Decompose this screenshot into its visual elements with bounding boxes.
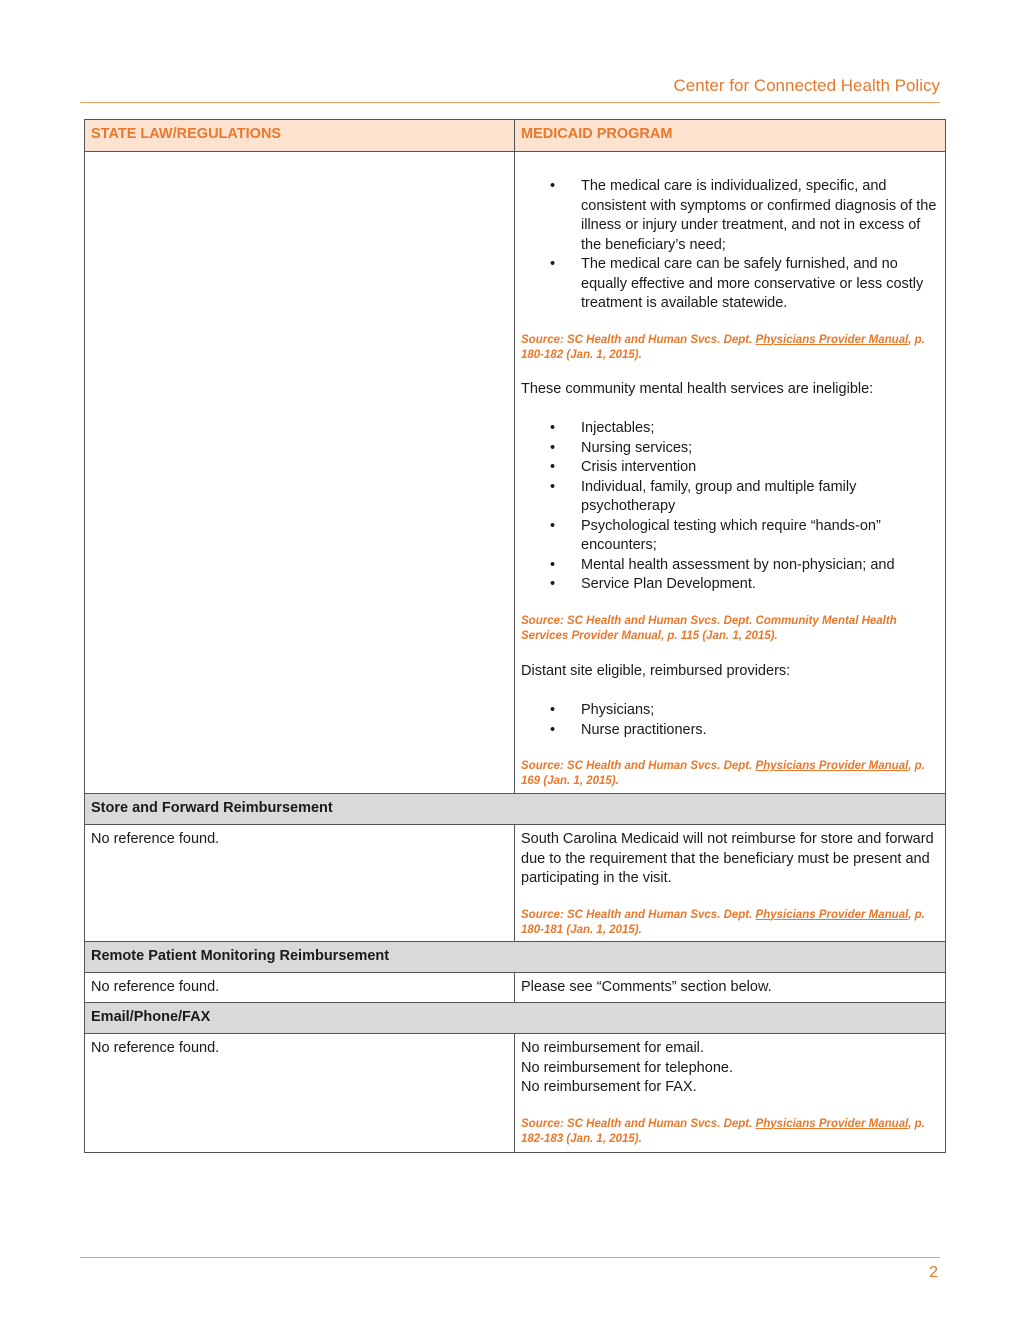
column-header-state-law: STATE LAW/REGULATIONS xyxy=(85,120,515,152)
section-row-store-forward xyxy=(85,794,946,825)
list-item: • Service Plan Development. xyxy=(581,575,939,595)
list-item: • Individual, family, group and multiple family psychotherapy xyxy=(581,478,939,517)
eligible-providers-intro: Distant site eligible, reimbursed providers: xyxy=(521,662,791,679)
medicaid-text: South Carolina Medicaid will not reimburse for store and forward due to the requirement that the beneficiary must be present and participating in the visit. xyxy=(521,831,934,886)
medicaid-cell xyxy=(515,1034,946,1153)
medicaid-cell: Please see “Comments” section below. xyxy=(515,972,946,1003)
page-number: 2 xyxy=(929,1264,938,1281)
state-law-cell: No reference found. xyxy=(85,1034,515,1153)
medicaid-line: No reimbursement for FAX. xyxy=(521,1079,697,1095)
email-row xyxy=(85,1034,946,1153)
medicaid-line: No reimbursement for email. xyxy=(521,1040,704,1056)
rpm-row xyxy=(85,972,946,1003)
footer-divider xyxy=(80,1257,940,1258)
column-header-medicaid: MEDICAID PROGRAM xyxy=(515,120,946,152)
necessity-criteria-list xyxy=(521,177,939,314)
store-forward-row xyxy=(85,825,946,942)
ineligible-services-intro: These community mental health services are ineligible: xyxy=(521,380,874,397)
eligible-providers-list xyxy=(521,701,939,740)
state-law-cell: No reference found. xyxy=(85,825,515,942)
ineligible-services-list xyxy=(521,419,939,595)
medicaid-line: No reimbursement for telephone. xyxy=(521,1059,733,1076)
telehealth-policy-table xyxy=(84,119,946,1153)
section-row-email xyxy=(85,1003,946,1034)
list-item: • The medical care is individualized, specific, and consistent with symptoms or confirmed diagnosis of the illness or injury under treatment, and not in excess of the beneficiary’s need; xyxy=(581,177,939,255)
continued-row xyxy=(85,152,946,794)
source-citation: Source: SC Health and Human Svcs. Dept. Community Mental Health Services Provider Manual, p. 115 (Jan. 1, 2015). xyxy=(521,614,897,642)
list-item: • Physicians; xyxy=(581,701,939,721)
header-title: Center for Connected Health Policy xyxy=(673,76,940,95)
section-title: Email/Phone/FAX xyxy=(85,1003,946,1034)
source-citation: Source: SC Health and Human Svcs. Dept. Physicians Provider Manual, p. 180-181 (Jan. 1, 2015). xyxy=(521,908,925,936)
section-title: Store and Forward Reimbursement xyxy=(85,794,946,825)
list-item: • Psychological testing which require “hands-on” encounters; xyxy=(581,517,939,556)
header-divider xyxy=(80,102,940,103)
medicaid-cell xyxy=(515,825,946,942)
list-item: • The medical care can be safely furnished, and no equally effective and more conservative or less costly treatment is available statewide. xyxy=(581,255,939,314)
list-item: • Mental health assessment by non-physician; and xyxy=(581,556,939,576)
source-citation: Source: SC Health and Human Svcs. Dept. Physicians Provider Manual, p. 182-183 (Jan. 1, 2015). xyxy=(521,1117,925,1145)
source-link[interactable]: Physicians Provider Manual xyxy=(755,1117,909,1130)
list-item: • Nurse practitioners. xyxy=(581,721,939,741)
state-law-cell-empty xyxy=(85,152,515,794)
medicaid-cell-continued xyxy=(515,152,946,794)
source-citation: Source: SC Health and Human Svcs. Dept. Physicians Provider Manual, p. 180-182 (Jan. 1, 2015). xyxy=(521,333,925,361)
section-row-rpm xyxy=(85,941,946,972)
source-link[interactable]: Physicians Provider Manual xyxy=(755,908,909,921)
list-item: • Crisis intervention xyxy=(581,458,939,478)
source-link[interactable]: Physicians Provider Manual xyxy=(755,760,909,772)
list-item: • Nursing services; xyxy=(581,439,939,459)
list-item: • Injectables; xyxy=(581,419,939,439)
state-law-cell: No reference found. xyxy=(85,972,515,1003)
column-header-row xyxy=(85,120,946,152)
section-title: Remote Patient Monitoring Reimbursement xyxy=(85,941,946,972)
source-citation: Source: SC Health and Human Svcs. Dept. Physicians Provider Manual, p. 169 (Jan. 1, 2015). xyxy=(521,760,925,787)
source-link[interactable]: Physicians Provider Manual xyxy=(755,333,909,346)
